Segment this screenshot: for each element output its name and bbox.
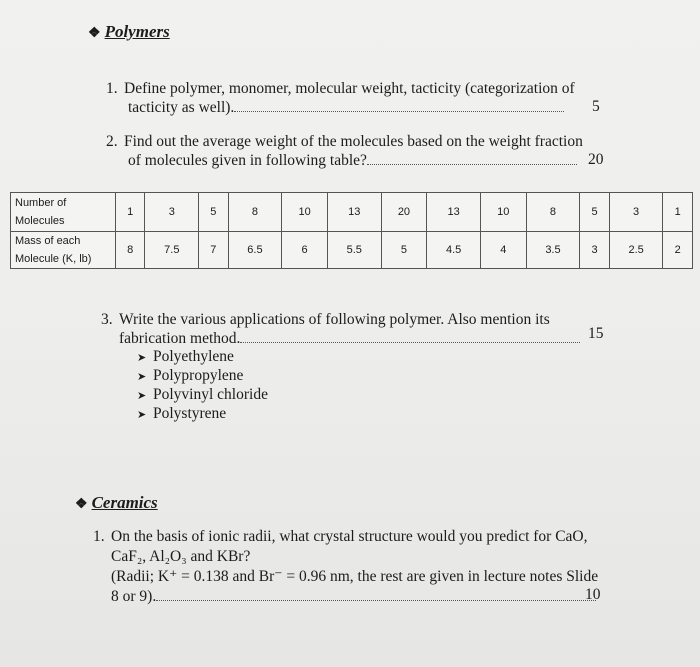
- ceramics-question-1: [93, 527, 633, 617]
- list-item: [137, 348, 619, 367]
- question-text-line-1: Define polymer, monomer, molecular weight, tacticity (categorization of: [124, 80, 575, 97]
- question-number: 3.: [101, 311, 113, 328]
- table-row-mass-of-each: [11, 232, 693, 269]
- table-cell: 1: [116, 193, 145, 232]
- question-number: 2.: [106, 133, 118, 150]
- molecule-data-table: [10, 192, 693, 269]
- row-header: [11, 232, 116, 269]
- list-item-text: Polypropylene: [153, 367, 244, 384]
- polymers-title: Polymers: [104, 22, 170, 41]
- table-cell: 6.5: [228, 232, 282, 269]
- table-cell: 7: [199, 232, 228, 269]
- arrow-bullet-icon: ➤: [137, 409, 147, 421]
- arrow-bullet-icon: ➤: [137, 371, 147, 383]
- dotted-answer-line: [234, 99, 564, 112]
- table-cell: 1: [663, 193, 693, 232]
- polymers-heading: [88, 22, 170, 42]
- table-cell: 2.5: [609, 232, 663, 269]
- question-marks: 5: [592, 98, 600, 115]
- table-cell: 4: [480, 232, 526, 269]
- question-marks: 10: [585, 586, 601, 603]
- polymers-question-2: [106, 132, 626, 172]
- question-marks: 15: [588, 325, 604, 342]
- table-cell: 7.5: [145, 232, 199, 269]
- table-cell: 4.5: [427, 232, 481, 269]
- question-text-line-1: Write the various applications of following polymer. Also mention its: [119, 311, 550, 328]
- diamond-bullet-icon: ❖: [75, 497, 88, 512]
- table-row-number-of-molecules: [11, 193, 693, 232]
- table-cell: 13: [427, 193, 481, 232]
- table-cell: 13: [327, 193, 381, 232]
- table-cell: 8: [116, 232, 145, 269]
- question-text-line-3: (Radii; K⁺ = 0.138 and Br⁻ = 0.96 nm, the rest are given in lecture notes Slide: [111, 568, 599, 585]
- table-cell: 5: [199, 193, 228, 232]
- table-cell: 5.5: [327, 232, 381, 269]
- table-cell: 3: [580, 232, 609, 269]
- question-text-line-2: tacticity as well).: [128, 99, 235, 116]
- table-cell: 8: [526, 193, 580, 232]
- table-cell: 10: [282, 193, 328, 232]
- dotted-answer-line: [156, 588, 596, 601]
- question-number: 1.: [106, 80, 118, 97]
- row-header-line: Number of: [15, 197, 67, 209]
- question-text-line-1: Find out the average weight of the molecules based on the weight fraction: [124, 133, 583, 150]
- question-text-line-1: On the basis of ionic radii, what crystal structure would you predict for CaO,: [111, 528, 588, 545]
- table-cell: 3.5: [526, 232, 580, 269]
- arrow-bullet-icon: ➤: [137, 390, 147, 402]
- list-item-text: Polyethylene: [153, 348, 234, 365]
- question-text-line-2: of molecules given in following table?: [128, 152, 367, 169]
- row-header: [11, 193, 116, 232]
- ceramics-title: Ceramics: [91, 493, 158, 512]
- list-item-text: Polyvinyl chloride: [153, 386, 268, 403]
- table-cell: 3: [145, 193, 199, 232]
- row-header-line: Mass of each: [15, 235, 81, 247]
- list-item-text: Polystyrene: [153, 405, 227, 422]
- ceramics-heading: [75, 493, 158, 513]
- question-number: 1.: [93, 528, 105, 545]
- diamond-bullet-icon: ❖: [88, 26, 101, 41]
- table-cell: 6: [282, 232, 328, 269]
- polymers-question-3: [101, 310, 621, 430]
- dotted-answer-line: [367, 152, 577, 165]
- table-cell: 10: [480, 193, 526, 232]
- table-cell: 5: [580, 193, 609, 232]
- list-item: [137, 405, 619, 424]
- dotted-answer-line: [240, 330, 580, 343]
- table-cell: 8: [228, 193, 282, 232]
- table-cell: 3: [609, 193, 663, 232]
- table-cell: 5: [381, 232, 427, 269]
- table-cell: 20: [381, 193, 427, 232]
- list-item: [137, 367, 619, 386]
- question-text-line-4: 8 or 9).: [111, 588, 157, 605]
- polymers-question-1: [106, 79, 626, 119]
- question-marks: 20: [588, 151, 604, 168]
- list-item: [137, 386, 619, 405]
- question-text-line-2: CaF₂, Al₂O₃ and KBr?: [111, 548, 251, 565]
- question-text-line-2: fabrication method.: [119, 330, 241, 347]
- row-header-line: Molecule (K, lb): [15, 253, 92, 265]
- table-cell: 2: [663, 232, 693, 269]
- polymer-list: [137, 348, 619, 424]
- row-header-line: Molecules: [15, 215, 65, 227]
- arrow-bullet-icon: ➤: [137, 352, 147, 364]
